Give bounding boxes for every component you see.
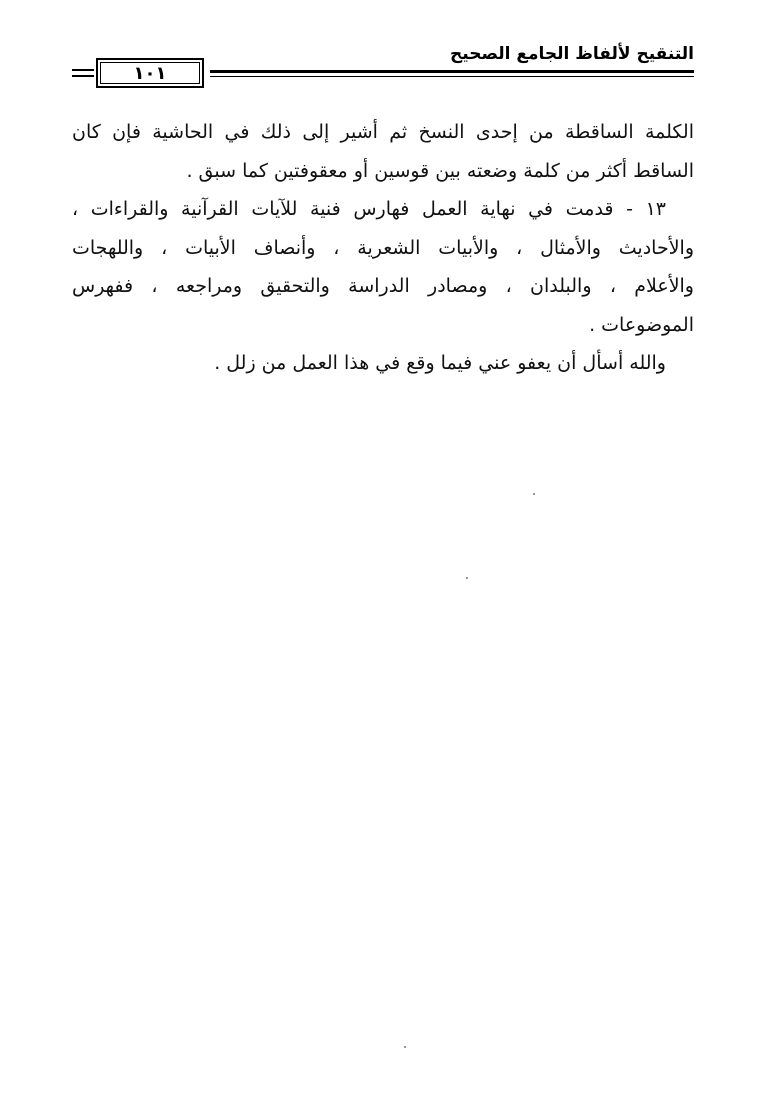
scan-speck <box>533 493 535 495</box>
header-rule-thin <box>210 76 694 77</box>
header-left-rule-bottom <box>72 75 94 77</box>
scan-speck <box>404 1046 406 1048</box>
scan-speck <box>466 577 468 579</box>
header-left-rule-top <box>72 69 94 71</box>
running-title: التنقيح لألفاظ الجامع الصحيح <box>450 44 694 64</box>
text-line: والأعلام ، والبلدان ، ومصادر الدراسة والتحقيق ومراجعه ، ففهرس <box>72 275 694 297</box>
page-header <box>72 40 694 90</box>
header-rule-thick <box>210 70 694 73</box>
page-number: ١٠١ <box>133 62 167 84</box>
text-line: والأحاديث والأمثال ، والأبيات الشعرية ، وأنصاف الأبيات ، واللهجات <box>72 236 694 259</box>
body-text <box>72 113 694 383</box>
text-line: الساقط أكثر من كلمة وضعته بين قوسين أو معقوفتين كما سبق . <box>186 159 694 182</box>
text-line: الموضوعات . <box>589 313 694 336</box>
text-line: ١٣ - قدمت في نهاية العمل فهارس فنية للآيات القرآنية والقراءات ، <box>72 198 666 220</box>
text-line: الكلمة الساقطة من إحدى النسخ ثم أشير إلى ذلك في الحاشية فإن كان <box>72 121 694 143</box>
page-number-box <box>96 58 204 88</box>
text-line: والله أسأل أن يعفو عني فيما وقع في هذا العمل من زلل . <box>214 352 666 374</box>
